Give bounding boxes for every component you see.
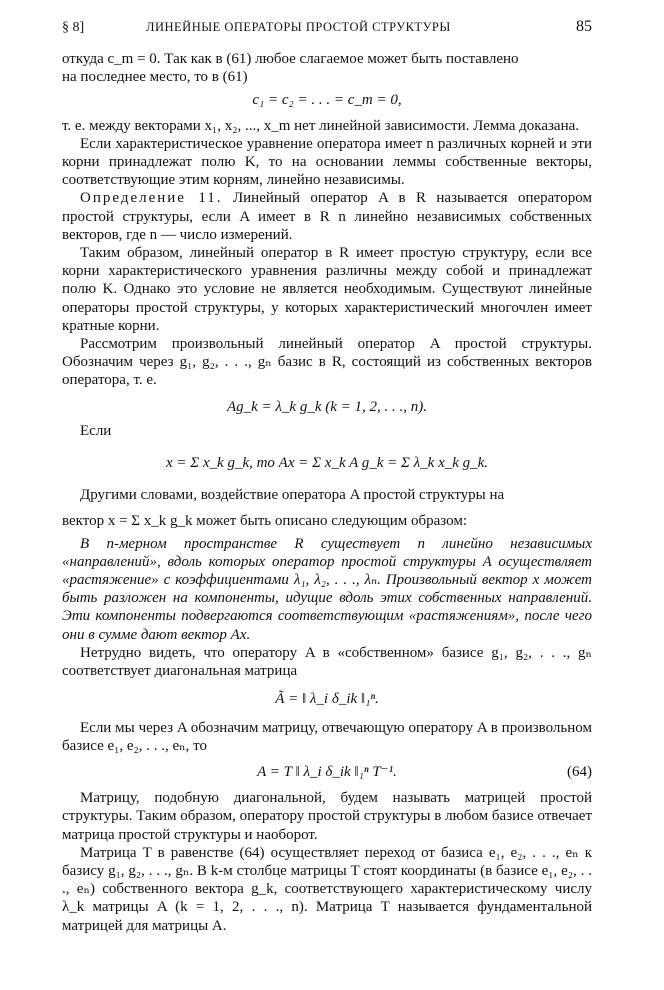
- equation-eigen: Ag_k = λ_k g_k (k = 1, 2, . . ., n).: [226, 398, 428, 415]
- paragraph-diagonal: Нетрудно видеть, что оператору A в «собственном» базисе g₁, g₂, . . ., gₙ соответствует диагональная матрица: [62, 644, 592, 680]
- line-2: на последнее место, то в (61): [62, 69, 248, 86]
- running-header: [62, 18, 592, 40]
- page: [62, 18, 592, 935]
- section-label: § 8]: [62, 20, 85, 35]
- equation-64: [62, 763, 592, 781]
- equation-number: (64): [567, 763, 592, 780]
- equation-diagonal: Ã = ‖ λ_i δ_ik ‖₁ⁿ.: [275, 691, 379, 708]
- paragraph-arbitrary-basis: Если мы через A обозначим матрицу, отвечающую оператору A в произвольном базисе e₁, e₂, . . ., eₙ, то: [62, 719, 592, 754]
- paragraph-structure: Таким образом, линейный оператор в R имеет простую структуру, если все корни характеристического уравнения различны между собой и принадлежат полю K. Однако это условие не является необходимым. Существуют линейные операторы простой структуры, у которых характеристический многочлен имеет кратные корни.: [62, 245, 592, 334]
- word-esli: Если: [80, 422, 112, 439]
- paragraph-fundamental: Матрица T в равенстве (64) осуществляет переход от базиса e₁, e₂, . . ., eₙ к базису g₁, g₂, . . ., gₙ. В k-м столбце матрицы T стоят координаты (в базисе e₁, e₂, . . ., eₙ) собственного вектора g_k, соответствующего характеристическому числу λ_k матрицы A (k = 1, 2, . . ., n). Матрица T называется фундаментальной матрицей для матрицы A.: [62, 844, 592, 934]
- line-1: откуда c_m = 0. Так как в (61) любое слагаемое может быть поставлено: [62, 51, 519, 67]
- equation-64-body: A = T ‖ λ_i δ_ik ‖₁ⁿ T⁻¹.: [257, 763, 397, 780]
- definition-label: Определение 11.: [80, 190, 223, 207]
- definition-11: [62, 189, 592, 244]
- paragraph-other-words-a: Другими словами, воздействие оператора A простой структуры на: [80, 487, 505, 504]
- paragraph-simple-matrix: Матрицу, подобную диагональной, будем называть матрицей простой структуры. Таким образом, оператору простой структуры в любом базисе отвечает матрица простой структуры и наоборот.: [62, 790, 592, 843]
- line-3: т. е. между векторами x₁, x₂, ..., x_m нет линейной зависимости. Лемма доказана.: [62, 117, 580, 134]
- equation-c-zero: c₁ = c₂ = . . . = c_m = 0,: [252, 92, 402, 109]
- header-title: ЛИНЕЙНЫЕ ОПЕРАТОРЫ ПРОСТОЙ СТРУКТУРЫ: [146, 20, 451, 34]
- equation-expansion: x = Σ x_k g_k, то Ax = Σ x_k A g_k = Σ λ_k x_k g_k.: [165, 455, 489, 472]
- page-number: 85: [576, 18, 592, 35]
- paragraph-other-words-b: вектор x = Σ x_k g_k может быть описано следующим образом:: [62, 513, 467, 530]
- paragraph-roots: Если характеристическое уравнение оператора имеет n различных корней и эти корни принадлежат полю K, то на основании леммы собственные векторы, соответствующие этим корням, линейно независимы.: [62, 135, 592, 189]
- italic-statement: В n-мерном пространстве R существует n линейно независимых «направлений», вдоль которых оператор простой структуры A осуществляет «растяжение» с коэффициентами λ₁, λ₂, . . ., λₙ. Произвольный вектор x может быть разложен на компоненты, идущие вдоль этих собственных направлений. Эти компоненты подвергаются соответствующим «растяжениям», после чего они в сумме дают вектор Ax.: [62, 535, 592, 643]
- paragraph-consider: Рассмотрим произвольный линейный оператор A простой структуры. Обозначим через g₁, g₂, . . ., gₙ базис в R, состоящий из собственных векторов оператора, т. е.: [62, 336, 592, 389]
- body-text: [62, 50, 592, 935]
- definition-text: Линейный оператор A в R называется оператором простой структуры, если A имеет в R n линейно независимых собственных векторов, где n — число измерений.: [62, 190, 593, 243]
